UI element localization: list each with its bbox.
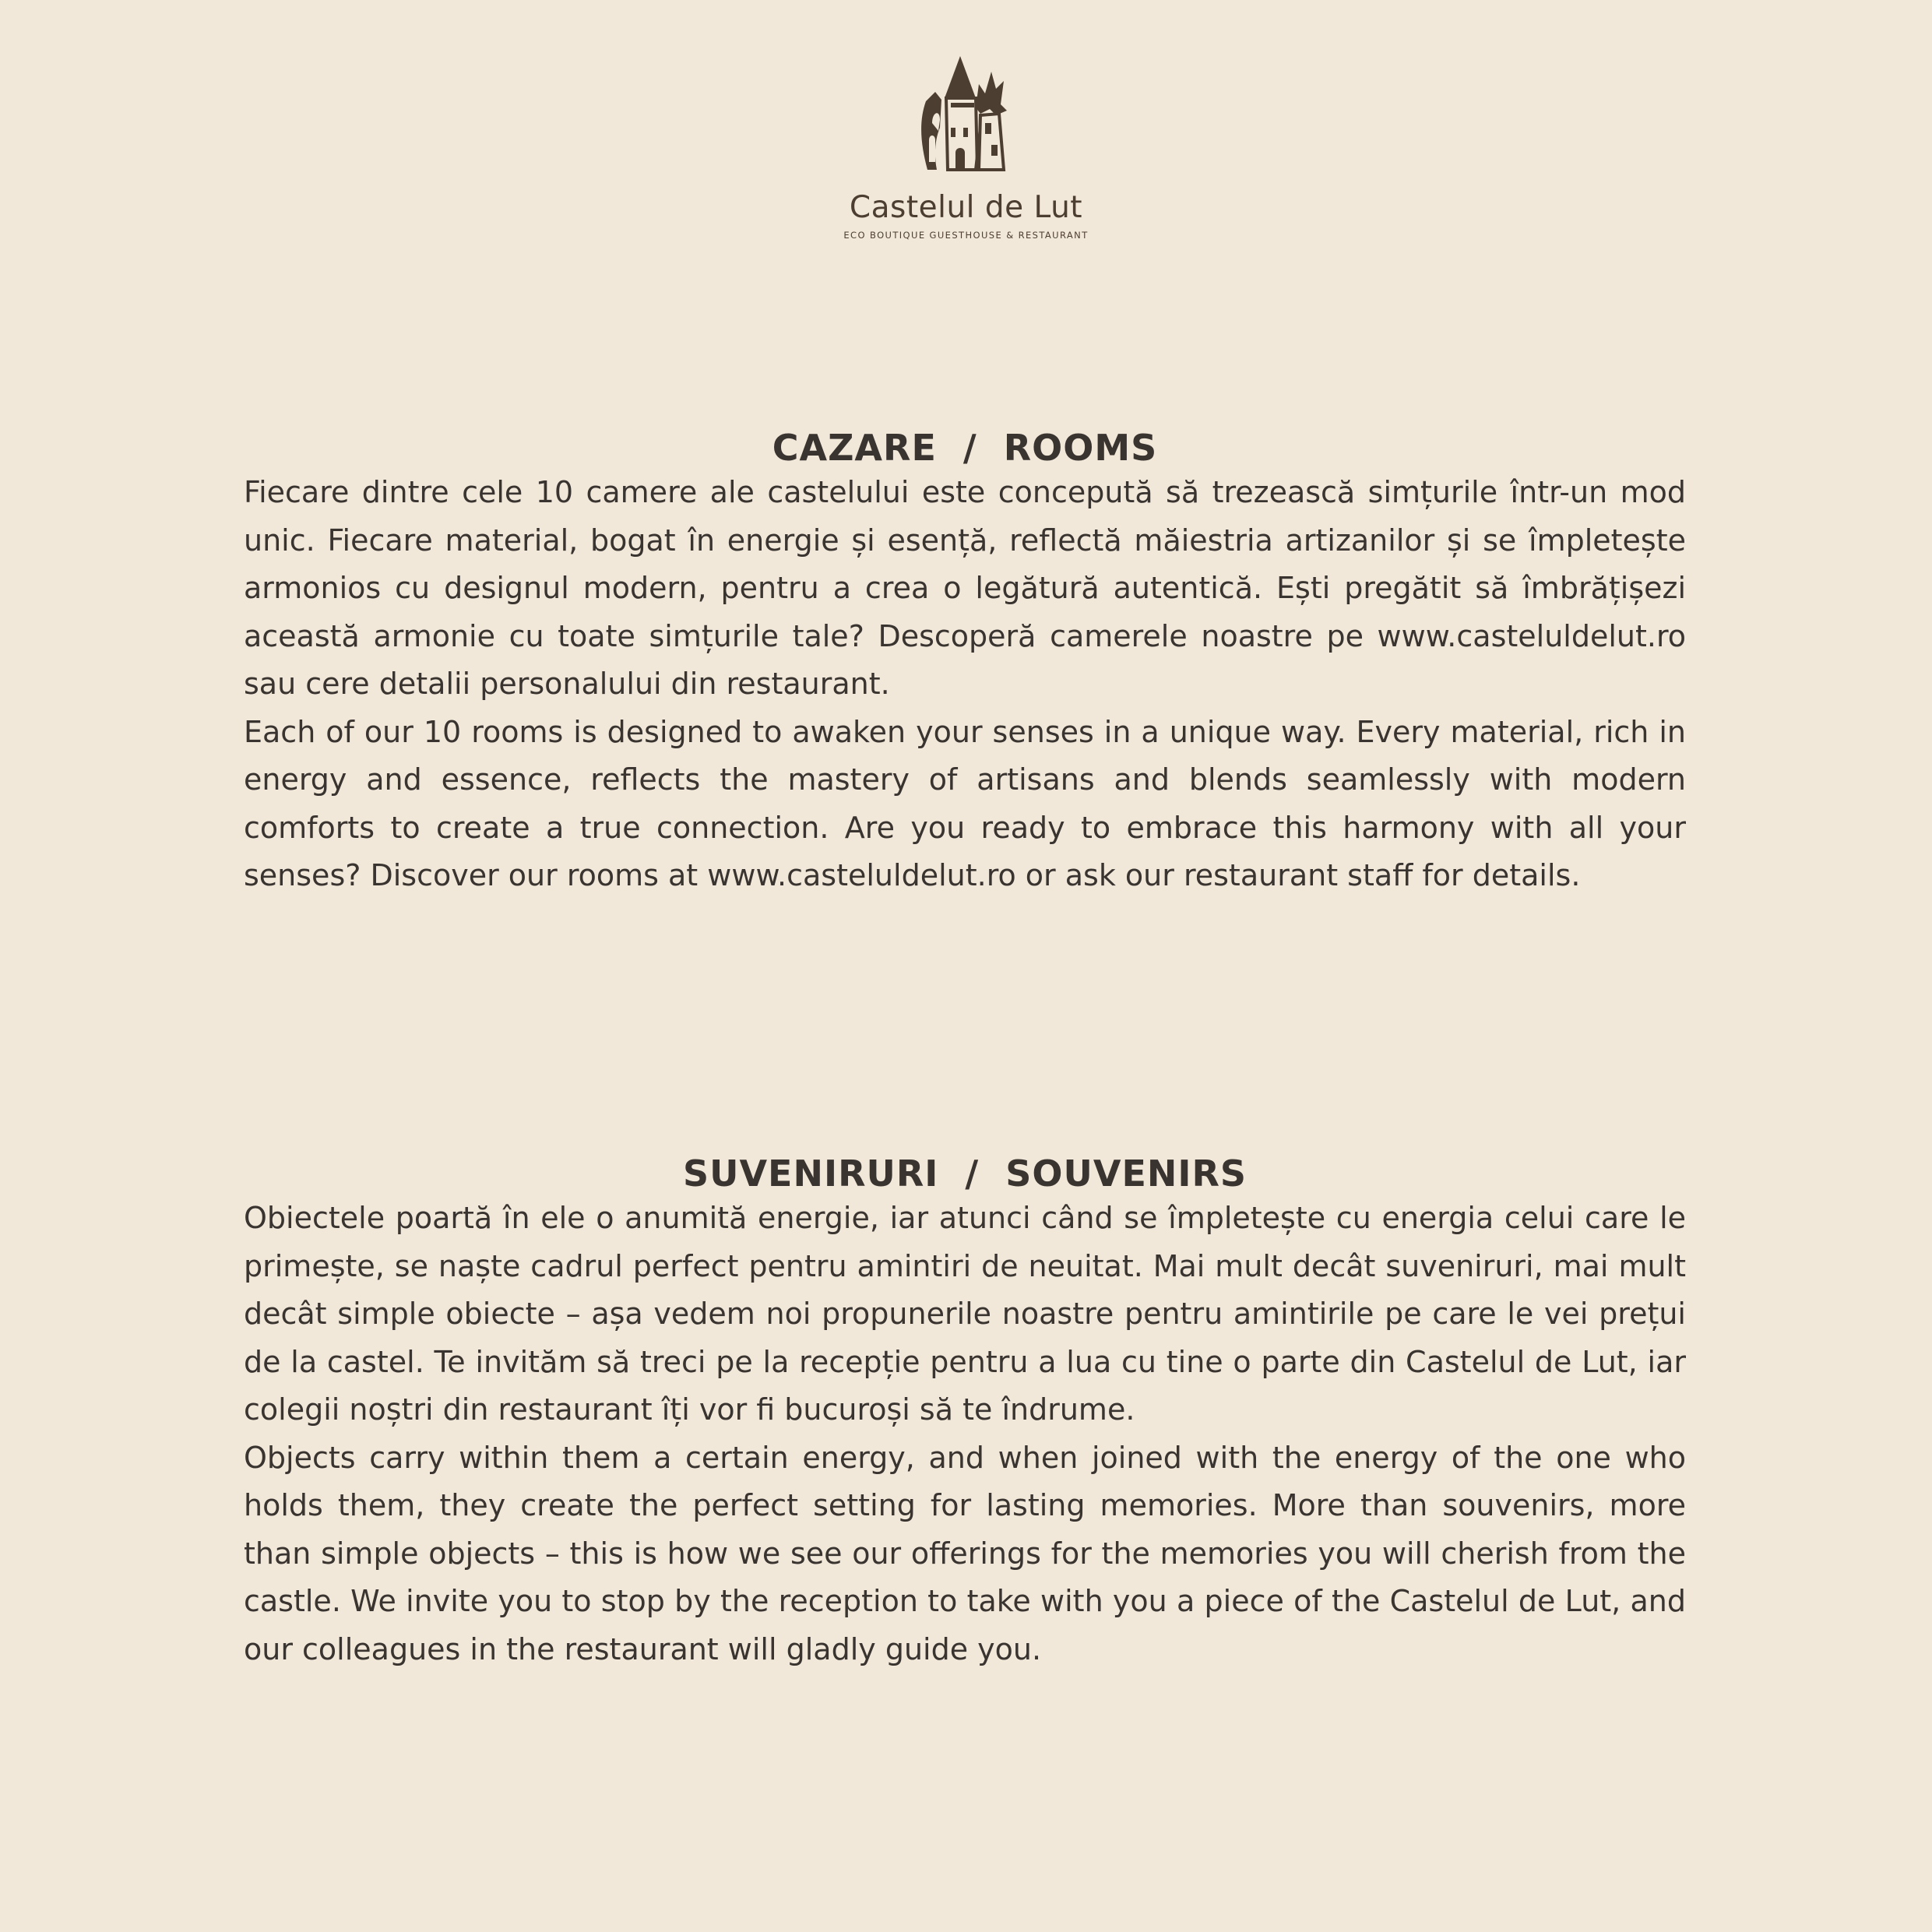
rooms-section <box>244 427 1686 900</box>
rooms-title: CAZARE / ROOMS <box>772 427 1158 469</box>
souvenirs-text-ro: Obiectele poartă în ele o anumită energie, iar atunci când se împletește cu energia celui care le primește, se naște cadrul perfect pentru amintiri de neuitat. Mai mult decât suveniruri, mai mult decât simple obiecte – așa vedem noi propunerile noastre pentru amintirile pe care le vei prețui de la castel. Te invităm să treci pe la recepție pentru a lua cu tine o parte din Castelul de Lut, iar colegii noștri din restaurant îți vor fi bucuroși să te îndrume. <box>244 1201 1686 1427</box>
souvenirs-section <box>244 1153 1686 1673</box>
souvenirs-text-en: Objects carry within them a certain energy, and when joined with the energy of the one who holds them, they create the perfect setting for lasting memories. More than souvenirs, more than simple objects – this is how we see our offerings for the memories you will cherish from the castle. We invite you to stop by the reception to take with you a piece of the Castelul de Lut, and our colleagues in the restaurant will gladly guide you. <box>244 1440 1686 1666</box>
rooms-text-ro: Fiecare dintre cele 10 camere ale castelului este concepută să trezească simțurile într-un mod unic. Fiecare material, bogat în energie și esență, reflectă măiestria artizanilor și se împletește armonios cu designul modern, pentru a crea o legătură autentică. Ești pregătit să îmbrățișezi această armonie cu toate simțurile tale? Descoperă camerele noastre pe www.casteluldelut.ro sau cere detalii personalului din restaurant. <box>244 475 1686 701</box>
castle-logo-icon <box>904 53 1029 178</box>
souvenirs-title: SUVENIRURI / SOUVENIRS <box>682 1153 1248 1195</box>
brand-tagline: ECO BOUTIQUE GUESTHOUSE & RESTAURANT <box>843 230 1089 241</box>
brand-logo <box>0 53 1932 241</box>
brand-name: Castelul de Lut <box>849 190 1083 225</box>
rooms-text-en: Each of our 10 rooms is designed to awaken your senses in a unique way. Every material, rich in energy and essence, reflects the mastery of artisans and blends seamlessly with modern comforts to create a true connection. Are you ready to embrace this harmony with all your senses? Discover our rooms at www.casteluldelut.ro or ask our restaurant staff for details. <box>244 714 1686 892</box>
